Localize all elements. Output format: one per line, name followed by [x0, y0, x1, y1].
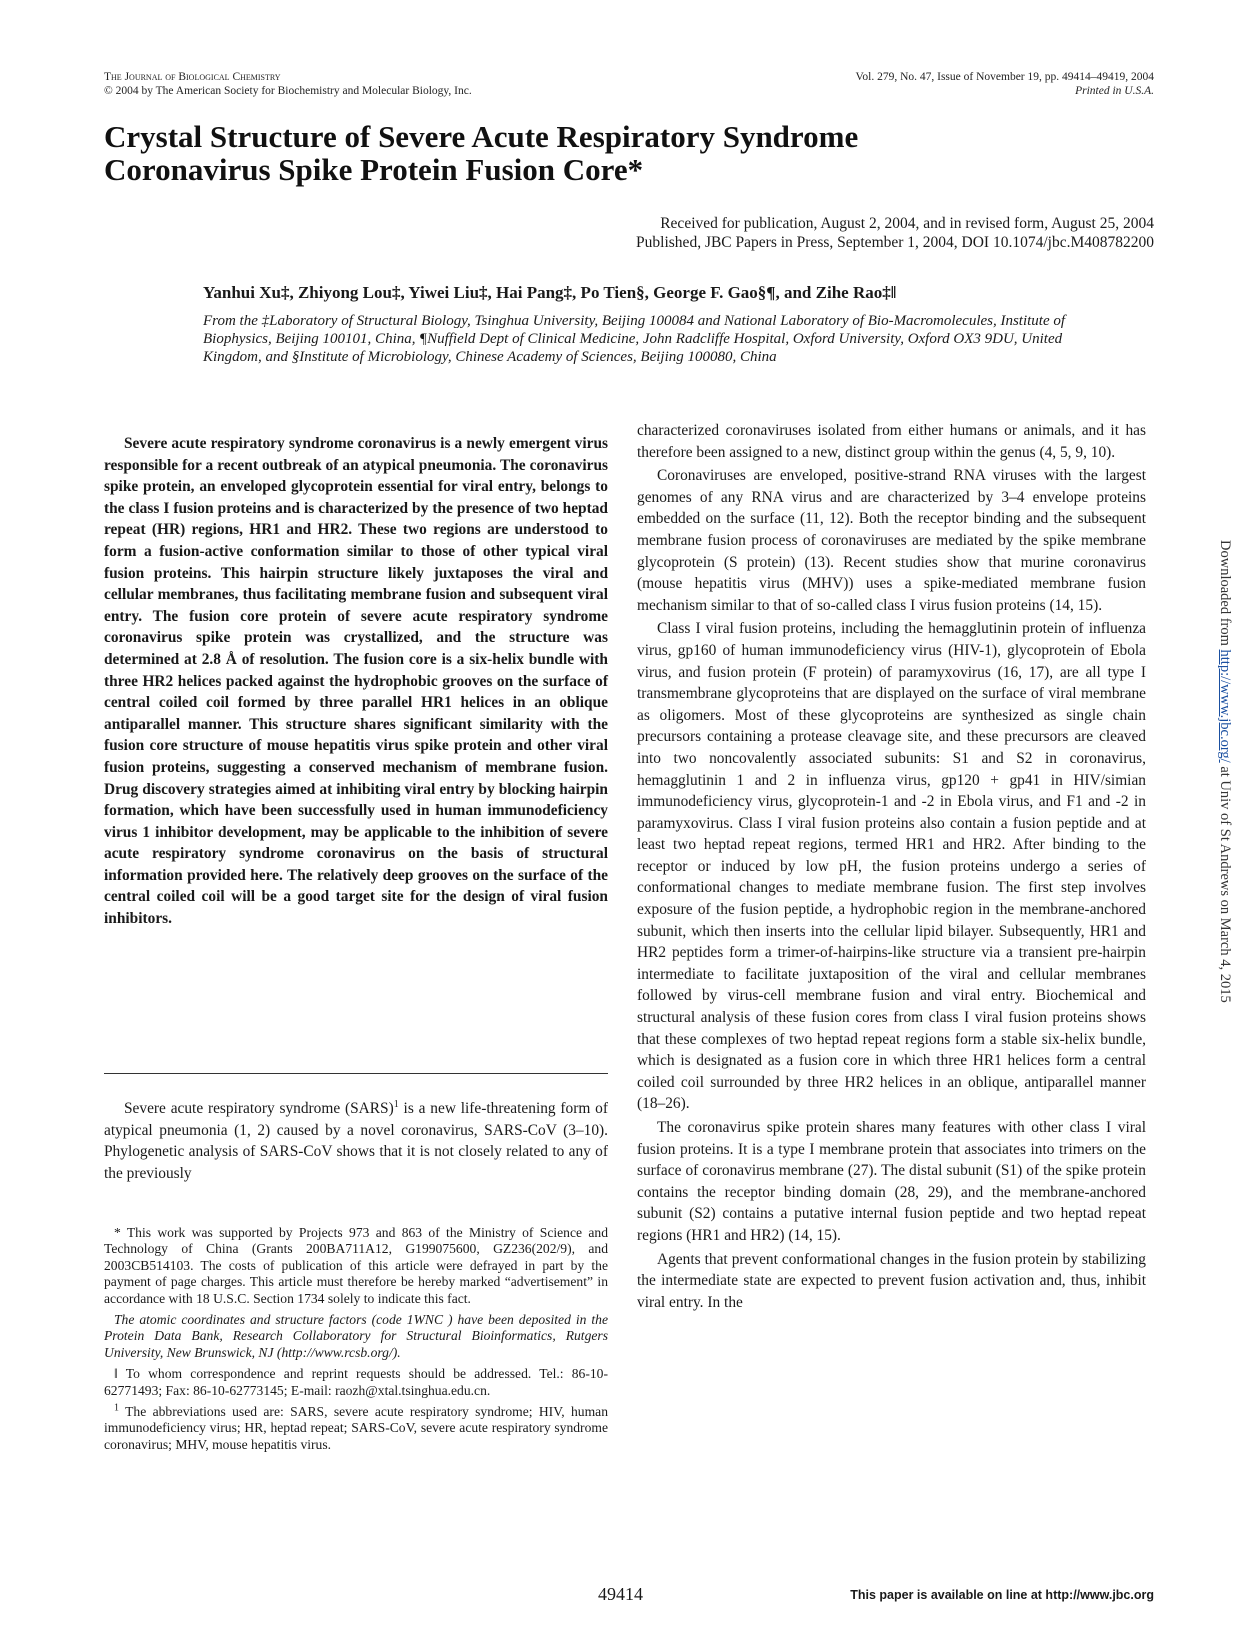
abbreviations-text: The abbreviations used are: SARS, severe acute respiratory syndrome; HIV, human immunodeficiency virus; HR, heptad repeat; SARS-CoV, severe acute respiratory syndrome coronavirus; MHV, mouse hepatitis virus. — [104, 1404, 608, 1452]
funding-footnote: * This work was supported by Projects 973 and 863 of the Ministry of Science and Technology of China (Grants 200BA711A12, G199075600, GZ236(202/9), and 2003CB514103. The costs of publication of this article were defrayed in part by the payment of page charges. This article must therefore be hereby marked “advertisement” in accordance with 18 U.S.C. Section 1734 solely to indicate this fact. — [104, 1225, 608, 1306]
volume-line: Vol. 279, No. 47, Issue of November 19, pp. 49414–49419, 2004 — [855, 71, 1154, 83]
right-paragraph: Class I viral fusion proteins, including the hemagglutinin protein of influenza virus, gp160 of human immunodeficiency virus (HIV-1), glycoprotein of Ebola virus, and fusion protein (F protein) of paramyxovirus (16, 17), are all type I transmembrane glycoproteins that are displayed on the surface of viral membrane as oligomers. Most of these glycoproteins are synthesized as single chain precursors containing a protease cleavage site, and these precursors are cleaved into two noncovalently associated subunits: S1 and S2 in coronavirus, hemagglutinin 1 and 2 in influenza virus, gp120 + gp41 in HIV/simian immunodeficiency virus, glycoprotein-1 and -2 in Ebola virus, and F1 and -2 in paramyxovirus. Class I viral fusion proteins also contain a fusion peptide and at least two heptad repeat regions, termed HR1 and HR2. After binding to the receptor or induced by low pH, the fusion proteins undergo a series of conformational changes to mediate membrane fusion. The first step involves exposure of the fusion peptide, a hydrophobic region in the membrane-anchored subunit, which then inserts into the cellular lipid bilayer. Subsequently, HR1 and HR2 peptides form a trimer-of-hairpins-like structure via a transient pre-hairpin intermediate to facilitate juxtaposition of the viral and cellular membranes followed by virus-cell membrane fusion and viral entry. Biochemical and structural analysis of these fusion cores from class I viral fusion proteins shows that these complexes of two heptad repeat regions form a stable six-helix bundle, which is designated as a fusion core in which three HR1 helices form a central coiled coil surrounded by three HR2 helices in an oblique, antiparallel manner (18–26). — [637, 620, 1146, 1113]
copyright-line: © 2004 by The American Society for Biochemistry and Molecular Biology, Inc. — [104, 85, 472, 97]
right-column — [637, 420, 1146, 1315]
received-line: Received for publication, August 2, 2004, and in revised form, August 25, 2004 — [660, 215, 1154, 232]
download-watermark — [1216, 540, 1233, 1003]
right-paragraph: Agents that prevent conformational changes in the fusion protein by stabilizing the intermediate state are expected to prevent fusion activation and, thus, inhibit viral entry. In the — [637, 1250, 1146, 1311]
received-dates — [636, 214, 1154, 252]
author-list: Yanhui Xu‡, Zhiyong Lou‡, Yiwei Liu‡, Hai Pang‡, Po Tien§, George F. Gao§¶, and Zihe Rao‡‖ — [203, 283, 897, 302]
correspondence-footnote: ‖ To whom correspondence and reprint requests should be addressed. Tel.: 86-10-62771493; Fax: 86-10-62773145; E-mail: raozh@xtal.tsinghua.edu.cn. — [104, 1366, 608, 1398]
printed-line: Printed in U.S.A. — [1075, 85, 1154, 97]
issue-info — [856, 70, 1154, 98]
affiliations: From the ‡Laboratory of Structural Biology, Tsinghua University, Beijing 100084 and National Laboratory of Bio-Macromolecules, Institute of Biophysics, Beijing 100101, China, ¶Nuffield Dept of Clinical Medicine, John Radcliffe Hospital, Oxford University, Oxford OX3 9DU, United Kingdom, and §Institute of Microbiology, Chinese Academy of Sciences, Beijing 100080, China — [203, 313, 1066, 365]
abbrev-footnote-ref[interactable]: 1 — [393, 1098, 399, 1110]
published-line: Published, JBC Papers in Press, September 1, 2004, DOI 10.1074/jbc.M408782200 — [636, 234, 1154, 251]
jbc-link[interactable]: http://www.jbc.org/ — [1217, 649, 1233, 763]
pdb-footnote: The atomic coordinates and structure factors (code 1WNC ) have been deposited in the Protein Data Bank, Research Collaboratory for Structural Bioinformatics, Rutgers University, New Brunswick, NJ (http://www.rcsb.org/). — [104, 1312, 608, 1360]
download-prefix: Downloaded from — [1217, 540, 1233, 650]
intro-text-start: Severe acute respiratory syndrome (SARS) — [124, 1100, 394, 1117]
online-notice: This paper is available on line at http://www.jbc.org — [850, 1588, 1154, 1602]
intro-paragraph — [104, 1098, 608, 1184]
abbreviations-footnote — [104, 1404, 608, 1453]
page-number: 49414 — [598, 1584, 643, 1604]
right-paragraph: characterized coronaviruses isolated from either humans or animals, and it has therefore been assigned to a new, distinct group within the genus (4, 5, 9, 10). — [637, 422, 1146, 461]
right-paragraph: The coronavirus spike protein shares many features with other class I viral fusion proteins. It is a type I membrane protein that associates into trimers on the surface of coronavirus membrane (27). The distal subunit (S1) of the spike protein contains the receptor binding domain (28, 29), and the membrane-anchored subunit (S2) contains a putative internal fusion peptide and two heptad repeat regions (HR1 and HR2) (14, 15). — [637, 1119, 1146, 1244]
right-paragraph: Coronaviruses are enveloped, positive-strand RNA viruses with the largest genomes of any RNA virus and are characterized by 3–4 envelope proteins embedded on the surface (11, 12). Both the receptor binding and the subsequent membrane fusion process of coronaviruses are mediated by the spike membrane glycoprotein (S protein) (13). Recent studies show that murine coronavirus (mouse hepatitis virus (MHV)) uses a spike-mediated membrane fusion mechanism similar to that of so-called class I virus fusion proteins (14, 15). — [637, 467, 1146, 614]
download-suffix: at Univ of St Andrews on March 4, 2015 — [1217, 762, 1233, 1003]
abbrev-footnote-mark: 1 — [114, 1402, 119, 1414]
journal-header — [104, 70, 472, 98]
abstract-divider — [104, 1073, 608, 1074]
abstract: Severe acute respiratory syndrome coronavirus is a newly emergent virus responsible for a recent outbreak of an atypical pneumonia. The coronavirus spike protein, an enveloped glycoprotein essential for viral entry, belongs to the class I fusion proteins and is characterized by the presence of two heptad repeat (HR) regions, HR1 and HR2. These two regions are understood to form a fusion-active conformation similar to those of other typical viral fusion proteins. This hairpin structure likely juxtaposes the viral and cellular membranes, thus facilitating membrane fusion and subsequent viral entry. The fusion core protein of severe acute respiratory syndrome coronavirus spike protein was crystallized, and the structure was determined at 2.8 Å of resolution. The fusion core is a six-helix bundle with three HR2 helices packed against the hydrophobic grooves on the surface of central coiled coil formed by three parallel HR1 helices in an oblique antiparallel manner. This structure shares significant similarity with the fusion core structure of mouse hepatitis virus spike protein and other viral fusion proteins, suggesting a conserved mechanism of membrane fusion. Drug discovery strategies aimed at inhibiting viral entry by blocking hairpin formation, which have been successfully used in human immunodeficiency virus 1 inhibitor development, may be applicable to the inhibition of severe acute respiratory syndrome coronavirus on the basis of structural information provided here. The relatively deep grooves on the surface of the central coiled coil will be a good target site for the design of viral fusion inhibitors. — [104, 435, 608, 928]
journal-name: The Journal of Biological Chemistry — [104, 71, 281, 83]
footnotes — [104, 1225, 608, 1458]
intro-text-rest: is a new life-threatening form of atypical pneumonia (1, 2) caused by a novel coronavirus, SARS-CoV (3–10). Phylogenetic analysis of SARS-CoV shows that it is not closely related to any of the previously — [104, 1100, 608, 1182]
article-title: Crystal Structure of Severe Acute Respiratory Syndrome Coronavirus Spike Protein Fusion Core* — [104, 119, 859, 187]
